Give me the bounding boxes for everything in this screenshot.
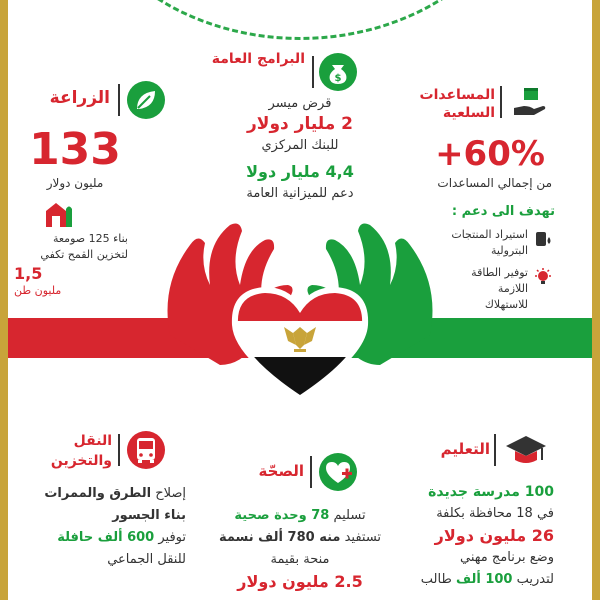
agriculture-silos-2: لتخزين القمح تكفي xyxy=(40,248,128,261)
commodity-aim1-1: استيراد المنتجات xyxy=(451,228,528,241)
bus-icon xyxy=(126,430,166,470)
commodity-aim1-2: البترولية xyxy=(491,244,528,257)
transport-title-2: والتخزين xyxy=(50,453,112,469)
public-programs-amount2: 4,4 مليار دولا xyxy=(246,162,354,181)
public-programs-title: البرامج العامة xyxy=(211,51,305,67)
barn-icon xyxy=(44,200,74,228)
agriculture-silos-1: بناء 125 صومعة xyxy=(52,232,128,245)
commodity-aim2-3: للاستهلاك xyxy=(484,298,528,311)
transport-line4: للنقل الجماعي xyxy=(107,552,186,567)
health-title: الصحّة xyxy=(258,462,304,480)
leaf-icon xyxy=(126,80,166,120)
public-programs-line3: دعم للميزانية العامة xyxy=(246,186,354,201)
separator xyxy=(500,86,502,118)
agriculture-big-number: 133 xyxy=(29,124,121,175)
health-line2: تستفيد منه 780 ألف نسمة xyxy=(218,530,382,545)
separator xyxy=(118,434,120,466)
agriculture-capacity: 1,5 xyxy=(14,264,43,283)
hands-heart-illustration xyxy=(150,215,450,405)
transport-title-1: النقل xyxy=(73,433,112,449)
commodity-percent: +60% xyxy=(435,134,545,174)
commodity-title-2: السلعية xyxy=(442,105,495,121)
commodity-aim2-2: اللازمة xyxy=(497,282,528,295)
separator xyxy=(310,456,312,488)
education-line3: وضع برنامج مهني xyxy=(460,550,554,565)
agriculture-unit: مليون دولار xyxy=(46,176,104,190)
transport-line1: إصلاح الطرق والممرات xyxy=(44,486,186,501)
public-programs-line2: للبنك المركزي xyxy=(261,138,339,153)
public-programs-amount1: 2 مليار دولار xyxy=(247,114,353,134)
education-line1: 100 مدرسة جديدة xyxy=(428,484,554,500)
svg-text:$: $ xyxy=(334,73,342,84)
transport-line2: بناء الجسور xyxy=(112,508,186,523)
transport-line3: توفير 600 ألف حافلة xyxy=(57,530,186,545)
commodity-title-1: المساعدات xyxy=(419,87,495,103)
commodity-aims-title: تهدف الى دعم : xyxy=(451,204,555,219)
separator xyxy=(312,56,314,88)
health-line3: منحة بقيمة xyxy=(270,552,330,567)
agriculture-capacity-unit: مليون طن xyxy=(14,284,62,297)
commodity-aim2-1: توفير الطاقة xyxy=(471,266,528,279)
health-amount: 2.5 مليون دولار xyxy=(237,572,363,591)
education-line2: في 18 محافظة بكلفة xyxy=(436,506,554,521)
oil-barrel-icon xyxy=(532,228,554,250)
lightbulb-icon xyxy=(532,266,554,288)
hand-box-icon xyxy=(510,82,550,122)
agriculture-title: الزراعة xyxy=(49,88,110,108)
money-bag-icon xyxy=(318,52,358,92)
public-programs-line1: قرض ميسر xyxy=(268,96,332,111)
education-title: التعليم xyxy=(440,440,490,458)
health-line1: تسليم 78 وحدة صحية xyxy=(234,508,366,523)
heart-plus-icon xyxy=(318,452,358,492)
commodity-percent-desc: من إجمالي المساعدات xyxy=(437,176,552,190)
education-amount: 26 مليون دولار xyxy=(434,526,554,545)
education-line4: لتدريب 100 ألف طالب xyxy=(420,572,554,587)
separator xyxy=(494,434,496,466)
graduation-cap-icon xyxy=(504,428,548,472)
separator xyxy=(118,84,120,116)
